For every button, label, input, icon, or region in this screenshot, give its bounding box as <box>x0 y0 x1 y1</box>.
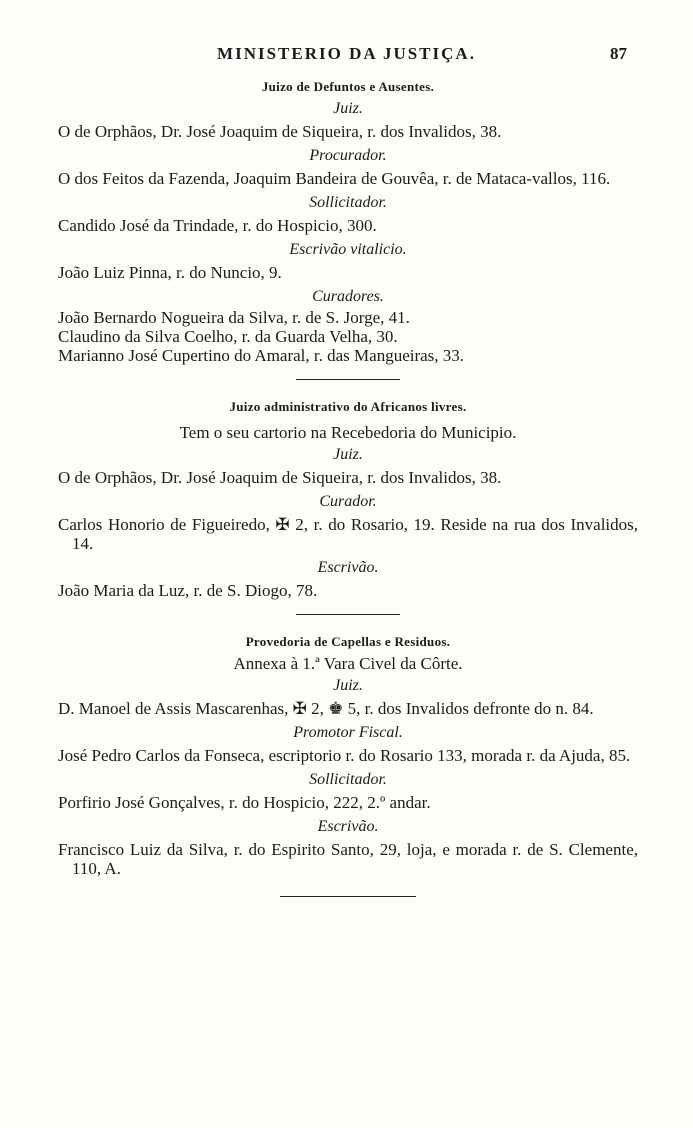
section-title: Juizo administrativo do Africanos livres. <box>229 399 467 414</box>
role-heading: Procurador. <box>309 147 387 164</box>
entry: O de Orphãos, Dr. José Joaquim de Siqueira, r. dos Invalidos, 38. <box>58 122 502 141</box>
entry: Marianno José Cupertino do Amaral, r. das Mangueiras, 33. <box>58 346 465 365</box>
role-heading: Promotor Fiscal. <box>293 724 403 741</box>
role-heading: Escrivão vitalicio. <box>289 241 407 258</box>
role-heading: Sollicitador. <box>309 771 387 788</box>
entry: O dos Feitos da Fazenda, Joaquim Bandeira de Gouvêa, r. de Mataca-vallos, 116. <box>58 169 611 188</box>
section-capellas-residuos <box>58 631 638 878</box>
page-content <box>58 76 638 913</box>
entry: Francisco Luiz da Silva, r. do Espirito Santo, 29, loja, e morada r. de S. Clemente, 110, A. <box>58 840 638 878</box>
role-heading: Curadores. <box>312 288 384 305</box>
end-divider <box>280 896 416 897</box>
role-heading: Juiz. <box>333 100 363 117</box>
entry: D. Manoel de Assis Mascarenhas, ✠ 2, ♚ 5, r. dos Invalidos defronte do n. 84. <box>58 699 594 718</box>
section-defuntos-ausentes <box>58 76 638 365</box>
role-heading: Escrivão. <box>317 818 379 835</box>
role-heading: Curador. <box>319 493 377 510</box>
entry: Candido José da Trindade, r. do Hospicio, 300. <box>58 216 377 235</box>
section-divider <box>296 614 400 615</box>
section-title: Juizo de Defuntos e Ausentes. <box>261 79 435 94</box>
section-note: Tem o seu cartorio na Recebedoria do Municipio. <box>179 423 517 442</box>
entry: Porfirio José Gonçalves, r. do Hospicio, 222, 2.º andar. <box>58 793 431 812</box>
entry: João Luiz Pinna, r. do Nuncio, 9. <box>58 263 282 282</box>
entry: O de Orphãos, Dr. José Joaquim de Siqueira, r. dos Invalidos, 38. <box>58 468 502 487</box>
entry: João Bernardo Nogueira da Silva, r. de S. Jorge, 41. <box>58 308 410 327</box>
role-heading: Escrivão. <box>317 559 379 576</box>
section-africanos-livres <box>58 396 638 600</box>
role-heading: Juiz. <box>333 446 363 463</box>
entry: João Maria da Luz, r. de S. Diogo, 78. <box>58 581 318 600</box>
page-number: 87 <box>610 44 627 63</box>
section-divider <box>296 379 400 380</box>
role-heading: Juiz. <box>333 677 363 694</box>
running-head <box>0 44 693 68</box>
running-title: MINISTERIO DA JUSTIÇA. <box>217 44 476 63</box>
role-heading: Sollicitador. <box>309 194 387 211</box>
entry: Claudino da Silva Coelho, r. da Guarda Velha, 30. <box>58 327 398 346</box>
section-note: Annexa à 1.ª Vara Civel da Côrte. <box>233 654 463 673</box>
section-title: Provedoria de Capellas e Residuos. <box>245 634 451 649</box>
entry: José Pedro Carlos da Fonseca, escriptorio r. do Rosario 133, morada r. da Ajuda, 85. <box>58 746 631 765</box>
entry: Carlos Honorio de Figueiredo, ✠ 2, r. do Rosario, 19. Reside na rua dos Invalidos, 14. <box>58 515 638 553</box>
